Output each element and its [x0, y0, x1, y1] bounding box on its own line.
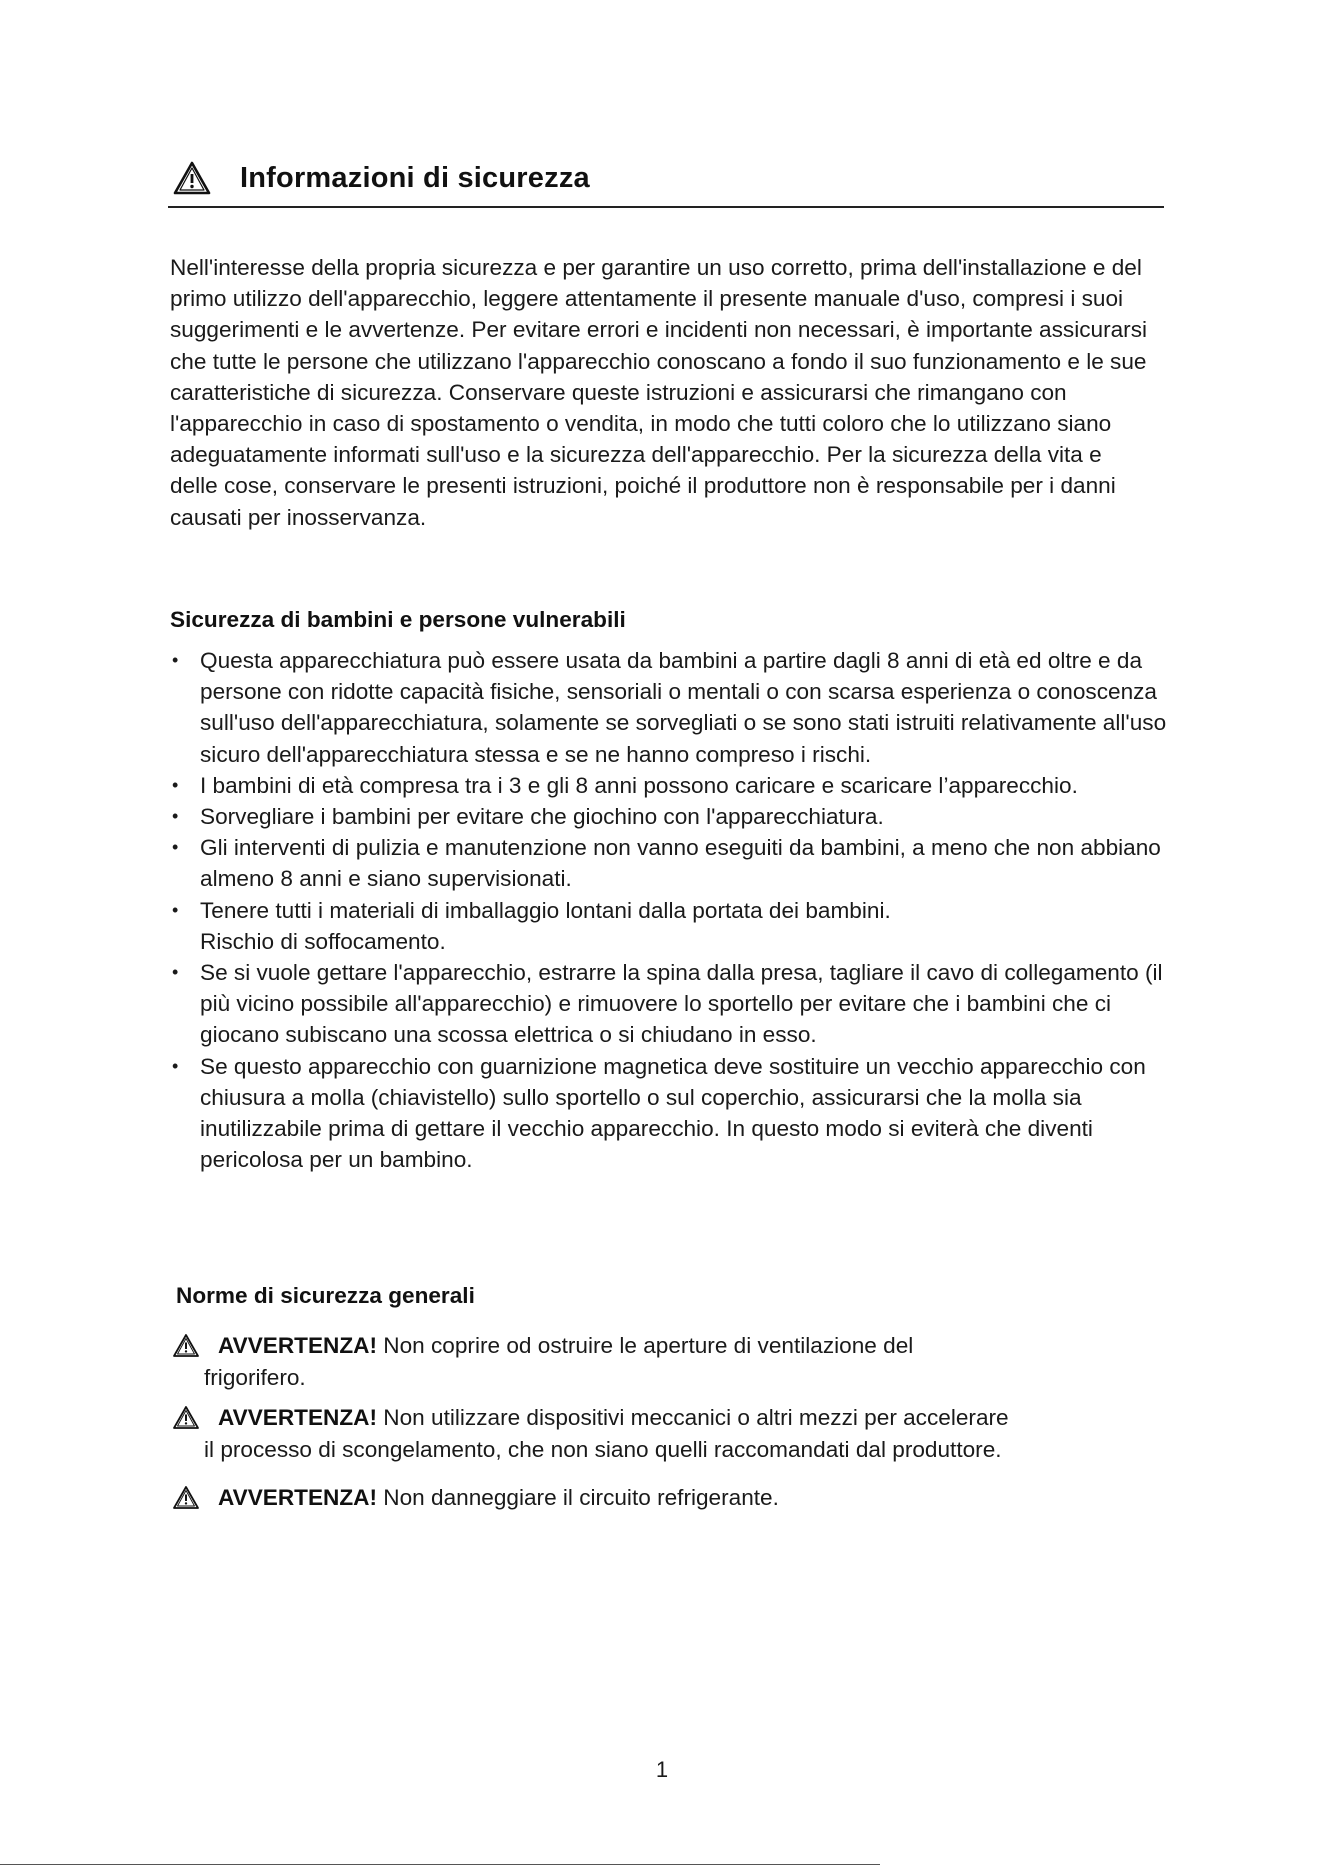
list-item-extra: Rischio di soffocamento.	[200, 928, 446, 954]
warning-text: Non coprire od ostruire le aperture di ventilazione del	[383, 1333, 914, 1358]
warning-triangle-icon	[172, 1485, 200, 1510]
warning-text-continued: il processo di scongelamento, che non siano quelli raccomandati dal produttore.	[204, 1437, 1002, 1462]
list-item: • Gli interventi di pulizia e manutenzione non vanno eseguiti da bambini, a meno che non abbiano almeno 8 anni e siano supervisionati.	[170, 832, 1170, 894]
warning-triangle-icon	[172, 1405, 200, 1430]
list-item: • Se si vuole gettare l'apparecchio, estrarre la spina dalla presa, tagliare il cavo di collegamento (il più vicino possibile all'apparecchio) e rimuovere lo sportello per evitare che i bambini che ci giocano subiscano una scossa elettrica o si chiudano in esso.	[170, 957, 1170, 1051]
bullet-dot: •	[172, 774, 179, 795]
list-item: • I bambini di età compresa tra i 3 e gli 8 anni possono caricare e scaricare l’apparecchio.	[170, 770, 1170, 801]
bullet-dot: •	[172, 962, 179, 983]
page-title: Informazioni di sicurezza	[240, 162, 590, 194]
warning-label: AVVERTENZA!	[218, 1485, 377, 1510]
intro-paragraph: Nell'interesse della propria sicurezza e per garantire un uso corretto, prima dell'installazione e del primo utilizzo dell'apparecchio, leggere attentamente il presente manuale d'uso, compresi i suoi suggerimenti e le avvertenze. Per evitare errori e incidenti non necessari, è importante assicurarsi che tutte le persone che utilizzano l'apparecchio conoscano a fondo il suo funzionamento e le sue caratteristiche di sicurezza. Conservare queste istruzioni e assicurarsi che rimangano con l'apparecchio in caso di spostamento o vendita, in modo che tutti coloro che lo utilizzano siano adeguatamente informati sull'uso e la sicurezza dell'apparecchio. Per la sicurezza della vita e delle cose, conservare le presenti istruzioni, poiché il produttore non è responsabile per i danni causati per inosservanza.	[170, 255, 1148, 530]
warning-item	[170, 1402, 1170, 1466]
warning-triangle-icon	[172, 1333, 200, 1358]
warning-item	[170, 1330, 1170, 1394]
bullet-dot: •	[172, 1055, 179, 1076]
section-header	[168, 158, 1164, 208]
list-item: • Questa apparecchiatura può essere usata da bambini a partire dagli 8 anni di età ed oltre e da persone con ridotte capacità fisiche, sensoriali o mentali o con scarsa esperienza o conoscenza sull'uso dell'apparecchiatura, solamente se sorvegliati o se sono stati istruiti relativamente all'uso sicuro dell'apparecchiatura stessa e se ne hanno compreso i rischi.	[170, 645, 1170, 770]
warning-label: AVVERTENZA!	[218, 1333, 377, 1358]
children-safety-list	[170, 645, 1170, 1175]
list-item: • Tenere tutti i materiali di imballaggio lontani dalla portata dei bambini. Rischio di soffocamento.	[170, 895, 1170, 957]
bullet-dot: •	[172, 899, 179, 920]
page-number: 1	[655, 1757, 669, 1782]
bullet-dot: •	[172, 837, 179, 858]
warning-text-continued: frigorifero.	[204, 1365, 306, 1390]
general-safety-heading: Norme di sicurezza generali	[176, 1283, 475, 1308]
warning-text: Non danneggiare il circuito refrigerante.	[383, 1485, 779, 1510]
warning-text: Non utilizzare dispositivi meccanici o altri mezzi per accelerare	[383, 1405, 1009, 1430]
warnings-list	[170, 1330, 1170, 1522]
warning-triangle-icon	[172, 160, 212, 196]
warning-label: AVVERTENZA!	[218, 1405, 377, 1430]
list-item: • Se questo apparecchio con guarnizione magnetica deve sostituire un vecchio apparecchio con chiusura a molla (chiavistello) sullo sportello o sul coperchio, assicurarsi che la molla sia inutilizzabile prima di gettare il vecchio apparecchio. In questo modo si eviterà che diventi pericolosa per un bambino.	[170, 1051, 1170, 1176]
bullet-dot: •	[172, 650, 179, 670]
warning-item	[170, 1482, 1170, 1514]
children-safety-heading: Sicurezza di bambini e persone vulnerabili	[170, 607, 626, 632]
bullet-dot: •	[172, 806, 179, 827]
bottom-divider	[0, 1864, 880, 1865]
list-item: • Sorvegliare i bambini per evitare che giochino con l'apparecchiatura.	[170, 801, 1170, 832]
